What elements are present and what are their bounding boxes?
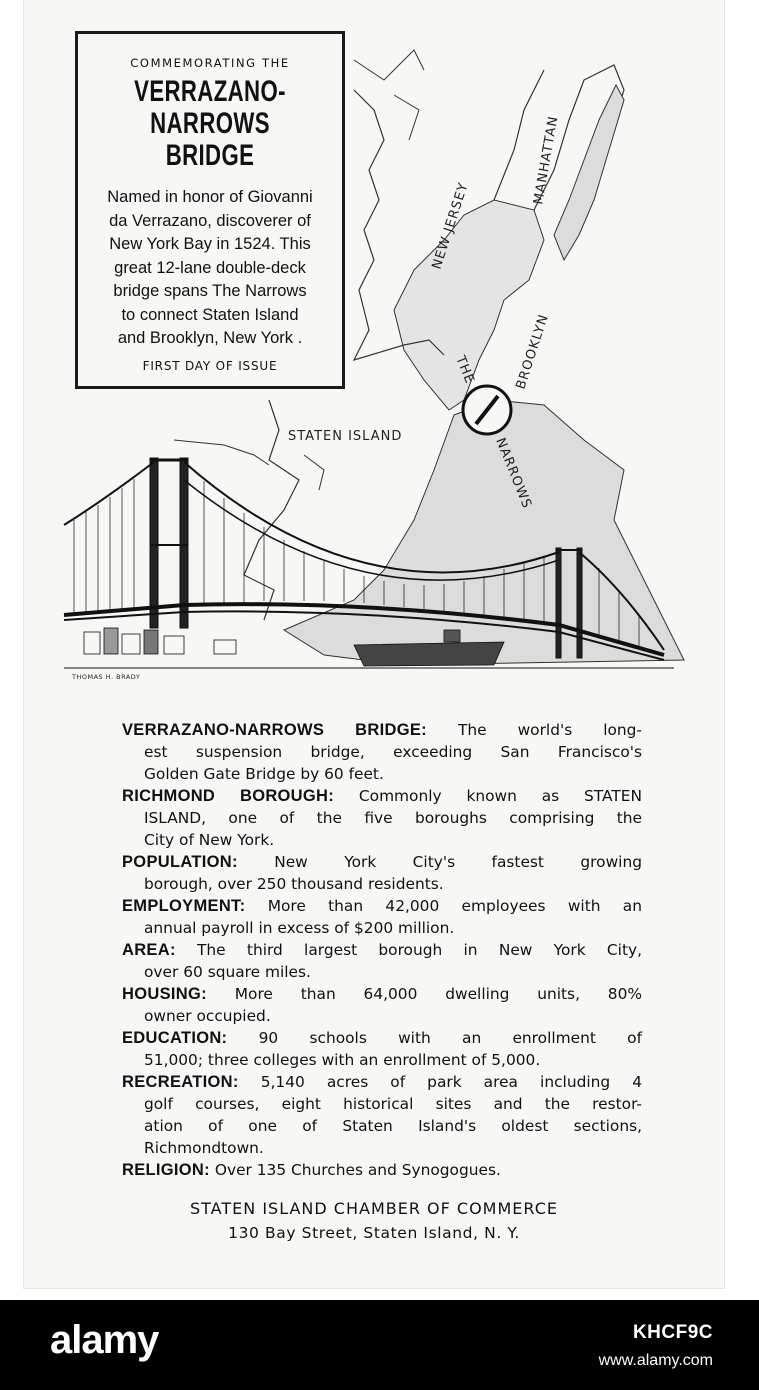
fact-text: 51,000; three colleges with an enrollment of 5,000.: [144, 1051, 541, 1069]
fact-text: annual payroll in excess of $200 million.: [144, 919, 455, 937]
label-new-jersey: NEW JERSEY: [429, 180, 472, 272]
description-line: New York Bay in 1524. This: [109, 235, 311, 253]
fact-text: The third largest borough in New York City,: [197, 941, 642, 959]
bridge-title-line2: BRIDGE: [165, 139, 255, 172]
fact-recreation: [122, 1071, 642, 1159]
fact-text: Commonly known as STATEN: [358, 787, 642, 805]
fact-text: ation of one of Staten Island's oldest sections,: [144, 1117, 642, 1135]
fact-text: owner occupied.: [144, 1007, 271, 1025]
fact-text: 5,140 acres of park area including 4: [260, 1073, 642, 1091]
fact-richmond: [122, 785, 642, 851]
fact-text: Richmondtown.: [144, 1139, 264, 1157]
alamy-logo: alamy: [50, 1318, 159, 1362]
fact-text: Golden Gate Bridge by 60 feet.: [144, 765, 384, 783]
fact-label: POPULATION:: [122, 853, 238, 871]
fact-text: The world's long-: [457, 721, 642, 739]
description-line: da Verrazano, discoverer of: [109, 211, 311, 230]
label-brooklyn: BROOKLYN: [513, 312, 552, 392]
facts-list: [122, 719, 642, 1181]
label-the: THE: [452, 353, 478, 387]
label-staten-island: STATEN ISLAND: [288, 429, 403, 444]
fact-text: 90 schools with an enrollment of: [258, 1029, 642, 1047]
description-line: to connect Staten Island: [121, 305, 299, 324]
manhattan-land: [554, 85, 624, 260]
label-narrows: NARROWS: [492, 435, 535, 512]
fact-area: [122, 939, 642, 983]
fact-label: AREA:: [122, 941, 176, 959]
bridge-title-line1: VERRAZANO-NARROWS: [134, 75, 286, 140]
fact-label: RECREATION:: [122, 1073, 239, 1091]
fact-employment: [122, 895, 642, 939]
description-line: and Brooklyn, New York .: [117, 329, 303, 347]
artist-credit: THOMAS H. BRADY: [72, 673, 141, 681]
fact-text: Over 135 Churches and Synogogues.: [214, 1161, 501, 1179]
kill-van-kull: [354, 50, 424, 140]
fact-label: EMPLOYMENT:: [122, 897, 246, 915]
chamber-name: STATEN ISLAND CHAMBER OF COMMERCE: [189, 1199, 558, 1218]
fact-text: New York City's fastest growing: [274, 853, 642, 871]
fact-text: borough, over 250 thousand residents.: [144, 875, 444, 893]
ship: [354, 642, 504, 666]
fact-label: EDUCATION:: [122, 1029, 228, 1047]
fact-text: More than 42,000 employees with an: [267, 897, 642, 915]
fact-religion: [122, 1159, 642, 1181]
fact-education: [122, 1027, 642, 1071]
bridge-title: [112, 76, 307, 172]
commemorating-heading: COMMEMORATING THE: [130, 56, 290, 70]
fact-text: over 60 square miles.: [144, 963, 311, 981]
label-manhattan: MANHATTAN: [531, 114, 562, 206]
alamy-url: www.alamy.com: [598, 1352, 713, 1369]
description-line: bridge spans The Narrows: [113, 282, 307, 300]
fact-label: HOUSING:: [122, 985, 207, 1003]
title-box: [75, 31, 345, 389]
arthur-kill: [174, 440, 324, 490]
fact-housing: [122, 983, 642, 1027]
image-id: KHCF9C: [632, 1322, 713, 1343]
fact-text: City of New York.: [144, 831, 275, 849]
first-day-of-issue: FIRST DAY OF ISSUE: [142, 358, 278, 373]
fact-bridge: [122, 719, 642, 785]
fact-text: More than 64,000 dwelling units, 80%: [234, 985, 642, 1003]
fact-text: est suspension bridge, exceeding San Francisco's: [144, 743, 642, 761]
fact-text: golf courses, eight historical sites and the restor-: [144, 1095, 642, 1113]
bridge-description: [88, 186, 332, 351]
chamber-address: 130 Bay Street, Staten Island, N. Y.: [228, 1224, 520, 1242]
description-line: great 12-lane double-deck: [114, 258, 306, 277]
fact-label: VERRAZANO-NARROWS BRIDGE:: [122, 721, 427, 739]
fact-label: RICHMOND BOROUGH:: [122, 787, 335, 805]
fact-population: [122, 851, 642, 895]
description-line: Named in honor of Giovanni: [107, 188, 313, 206]
fact-label: RELIGION:: [122, 1161, 210, 1179]
fact-text: ISLAND, one of the five boroughs comprising the: [144, 809, 642, 827]
